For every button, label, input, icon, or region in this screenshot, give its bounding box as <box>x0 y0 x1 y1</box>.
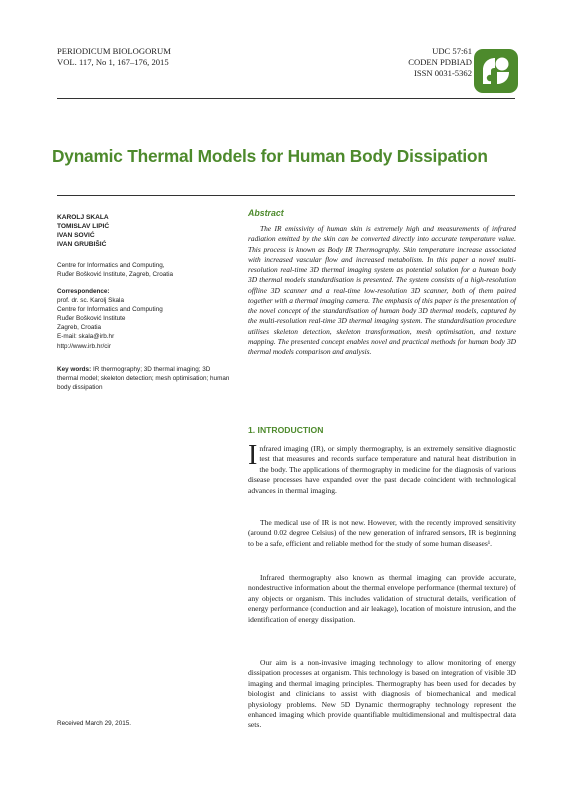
email-link[interactable]: E-mail: skala@irb.hr <box>57 333 115 341</box>
author-name: IVAN SOVIĆ <box>57 232 95 240</box>
website-link[interactable]: http://www.irb.hr/cir <box>57 342 111 350</box>
title-rule <box>57 195 515 196</box>
intro-paragraph-4: Our aim is a non-invasive imaging technology to allow monitoring of energy dissipation processes at organism. This technology is based on integration of visible 3D imaging and thermal imaging principles. Thermography has been used for decades by biologist and clinicians to assist with diagnosis of biomechanical and medical physiology problems. New 5D Dynamic thermography technology represent the enhanced imaging which provide quantifiable multidimensional and multispectral data sets. <box>248 658 516 730</box>
article-title: Dynamic Thermal Models for Human Body Dissipation <box>52 146 488 166</box>
journal-volume: VOL. 117, No 1, 167–176, 2015 <box>57 57 169 67</box>
journal-coden: CODEN PDBIAD <box>408 57 472 67</box>
journal-udc: UDC 57:61 <box>432 46 472 56</box>
affiliation <box>57 261 237 279</box>
keywords-text: IR thermography; 3D thermal imaging; 3D thermal model; skeleton detection; mesh optimisation; human body dissipation <box>57 366 230 392</box>
paragraph-text: nfrared imaging (IR), or simply thermography, is an extremely sensitive diagnostic test that measures and records surface temperature and natural heat distribution in the body. The applications of thermography in medicine for the diagnosis of various disease processes have expanded over the past decade coincident with technological advances in thermal imaging. <box>248 444 516 495</box>
journal-logo-icon <box>474 49 518 93</box>
journal-header-left <box>57 46 171 68</box>
author-name: KAROLJ SKALA <box>57 214 109 221</box>
correspondence <box>57 287 237 351</box>
author-name: TOMISLAV LIPIĆ <box>57 223 110 231</box>
affiliation-line: Ruđer Bošković Institute, Zagreb, Croatia <box>57 271 174 279</box>
keywords-label: Key words: <box>57 366 92 373</box>
author-list <box>57 213 237 249</box>
header-rule <box>57 98 515 99</box>
correspondence-line: Ruđer Bošković Institute <box>57 315 126 323</box>
journal-issn: ISSN 0031-5362 <box>413 68 472 78</box>
correspondence-line: Centre for Informatics and Computing <box>57 306 163 314</box>
journal-header-right <box>382 46 472 79</box>
intro-paragraph-3: Infrared thermography also known as thermal imaging can provide accurate, nondestructive information about the thermal envelope performance (thermal texture) of any objects or organism. This includes validation of structural details, verification of energy performance (conduction and air leakage), location of moisture intrusion, and the identification of energy dissipation. <box>248 573 516 624</box>
correspondence-line: prof. dr. sc. Karolj Skala <box>57 297 124 305</box>
author-name: IVAN GRUBIŠIĆ <box>57 241 107 249</box>
correspondence-label: Correspondence: <box>57 288 110 295</box>
intro-paragraph-1 <box>248 440 516 496</box>
correspondence-line: Zagreb, Croatia <box>57 324 102 332</box>
journal-name: PERIODICUM BIOLOGORUM <box>57 46 171 56</box>
intro-paragraph-2: The medical use of IR is not new. However, with the recently improved sensitivity (around 0.02 degree Celsius) of the new generation of infrared sensors, IR is beginning to be a safe, efficient and reliable method for the study of some human diseases¹. <box>248 518 516 548</box>
affiliation-line: Centre for Informatics and Computing, <box>57 262 165 269</box>
dropcap: I <box>248 440 258 471</box>
abstract-heading: Abstract <box>248 208 284 218</box>
received-date: Received March 29, 2015. <box>57 720 132 727</box>
section-heading: 1. INTRODUCTION <box>248 425 324 435</box>
keywords <box>57 365 233 392</box>
abstract-text: The IR emissivity of human skin is extremely high and measurements of infrared radiation emitted by the skin can be converted directly into accurate temperature value. This process is known as Body IR Thermography. Skin temperature increase associated with increased vascular flow and increased metabolism. In this paper a novel multi-resolution real-time 3D thermal imaging system as potential solution for a human body 3D thermal models standardisation is presented. The system consists of a high-resolution offline 3D scanner and a real-time low-resolution 3D scanner, both of them paired together with a thermal imaging camera. The emphasis of this paper is the presentation of the novel concept of the standardisation of human body 3D thermal models, captured by the multi-resolution real-time 3D thermal imaging system. The standardisation procedure utilises skeleton detection, skeleton transformation, mesh optimisation, and texture mapping. The presented concept enables novel and practical methods for human body 3D thermal models comparison and analysis. <box>248 224 516 356</box>
